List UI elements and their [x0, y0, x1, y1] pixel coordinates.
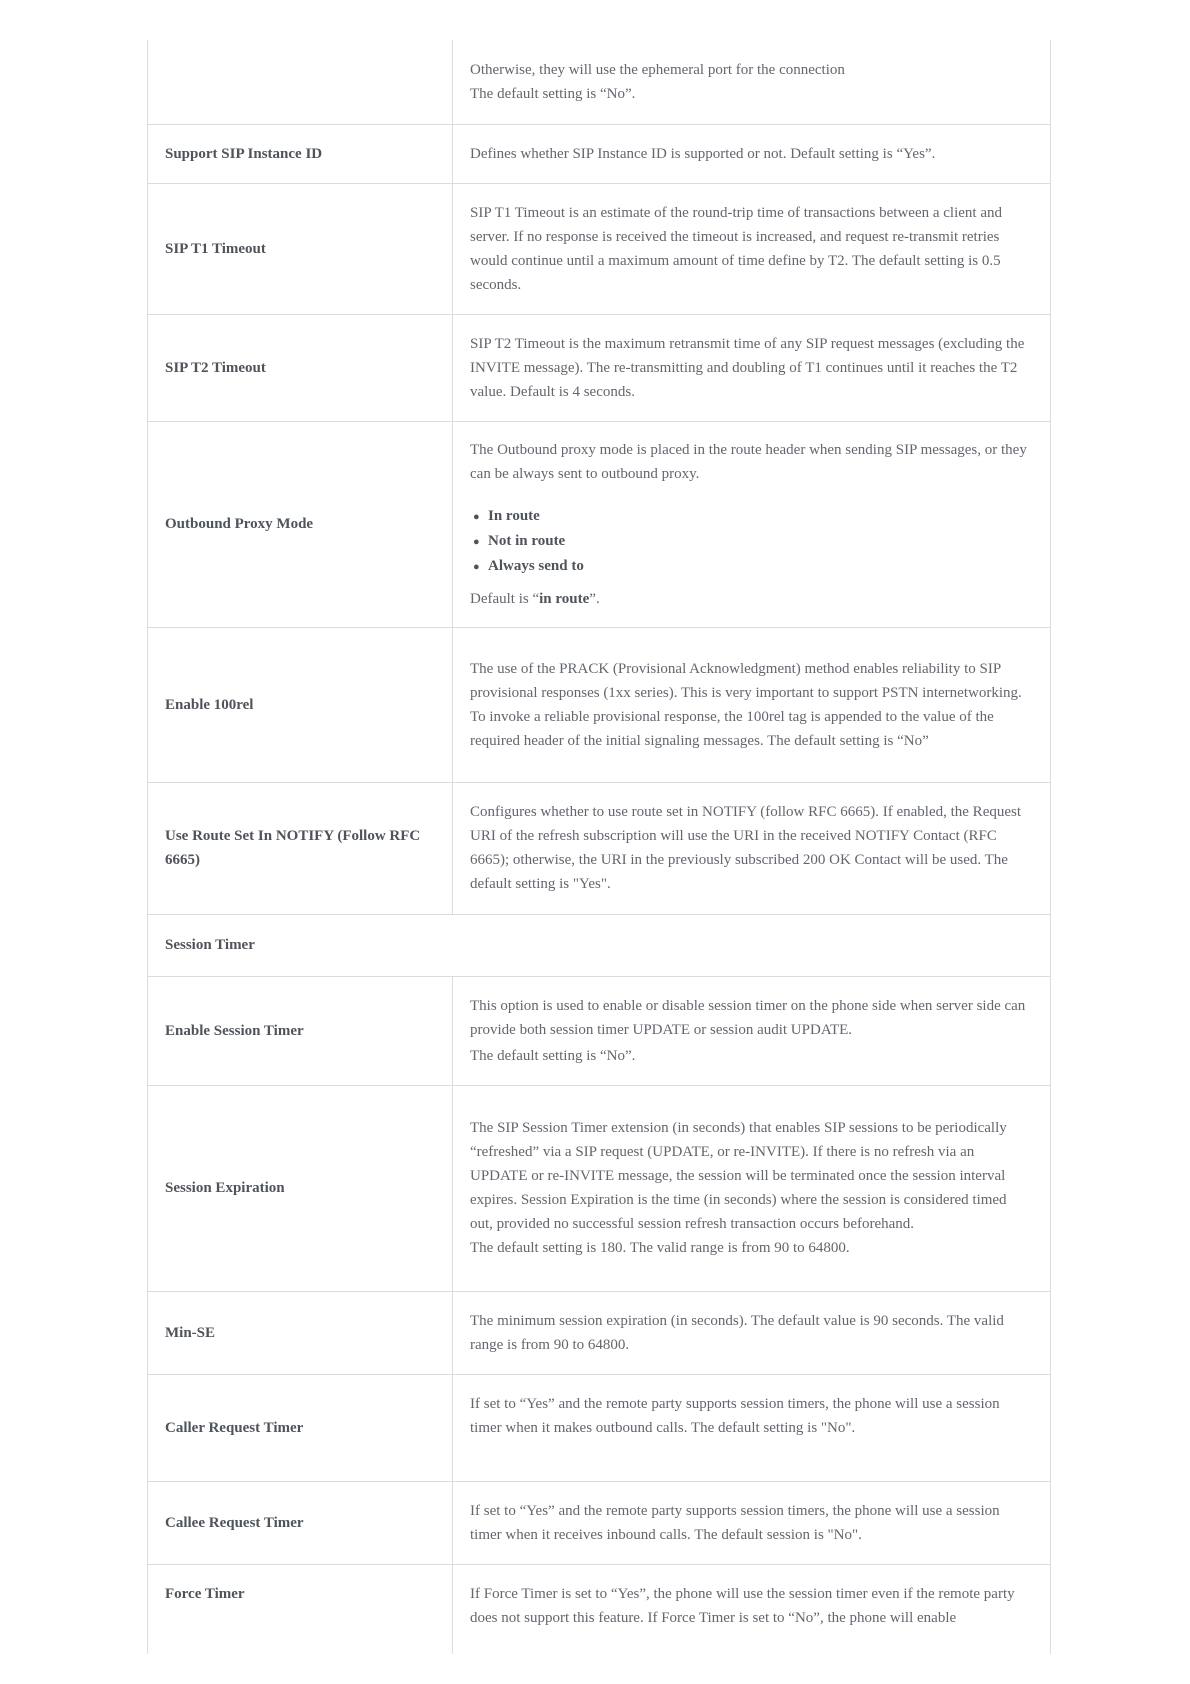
setting-description-cell	[453, 1085, 1051, 1291]
description-line: The SIP Session Timer extension (in seconds) that enables SIP sessions to be periodically “refreshed” via a SIP request (UPDATE, or re-INVITE). If there is no refresh via an UPDATE or re-INVITE message, the session will be terminated once the session interval expires. Session Expiration is the time (in seconds) where the session is considered timed out, provided no successful session refresh transaction occurs beforehand.	[470, 1120, 1007, 1232]
description-line: Otherwise, they will use the ephemeral port for the connection	[470, 61, 845, 78]
default-suffix: ”.	[589, 590, 600, 607]
description-intro: The Outbound proxy mode is placed in the route header when sending SIP messages, or they can be always sent to outbound proxy.	[470, 441, 1027, 482]
description-line: The default setting is 180. The valid range is from 90 to 64800.	[470, 1240, 850, 1256]
bullet-icon: ●	[473, 560, 480, 573]
table-row	[148, 1374, 1051, 1481]
setting-name-sip-t2-timeout: SIP T2 Timeout	[148, 314, 453, 421]
table-row	[148, 421, 1051, 627]
setting-name-use-route-set-in-notify: Use Route Set In NOTIFY (Follow RFC 6665)	[148, 782, 453, 914]
table-row	[148, 40, 1051, 124]
setting-name-enable-session-timer: Enable Session Timer	[148, 976, 453, 1085]
setting-description-cell: If set to “Yes” and the remote party supports session timers, the phone will use a session timer when it makes outbound calls. The default setting is "No".	[453, 1374, 1051, 1481]
option-label: Always send to	[488, 557, 584, 574]
setting-description-cell: If set to “Yes” and the remote party supports session timers, the phone will use a session timer when it receives inbound calls. The default session is "No".	[453, 1481, 1051, 1564]
default-prefix: Default is “	[470, 590, 540, 607]
option-list	[470, 504, 1033, 579]
table-row	[148, 1564, 1051, 1654]
section-row	[148, 914, 1051, 976]
bullet-icon: ●	[473, 535, 480, 548]
setting-description-cell	[453, 421, 1051, 627]
sip-settings-table	[147, 40, 1051, 1654]
setting-description-cell: Defines whether SIP Instance ID is supported or not. Default setting is “Yes”.	[453, 124, 1051, 183]
description-line: The default setting is “No”.	[470, 1047, 636, 1064]
option-label: In route	[488, 507, 540, 524]
option-item	[473, 529, 1033, 554]
setting-description-cell: SIP T1 Timeout is an estimate of the round-trip time of transactions between a client and server. If no response is received the timeout is increased, and request re-transmit retries would continue until a maximum amount of time define by T2. The default setting is 0.5 seconds.	[453, 183, 1051, 314]
setting-name-callee-request-timer: Callee Request Timer	[148, 1481, 453, 1564]
setting-name-min-se: Min-SE	[148, 1291, 453, 1374]
setting-name-cell	[148, 40, 453, 124]
setting-name-enable-100rel: Enable 100rel	[148, 627, 453, 782]
setting-description-cell: SIP T2 Timeout is the maximum retransmit time of any SIP request messages (excluding the INVITE message). The re-transmitting and doubling of T1 continues until it reaches the T2 value. Default is 4 seconds.	[453, 314, 1051, 421]
setting-description-cell	[453, 40, 1051, 124]
table-row	[148, 1481, 1051, 1564]
setting-name-force-timer: Force Timer	[148, 1564, 453, 1654]
description-line: This option is used to enable or disable session timer on the phone side when server side can provide both session timer UPDATE or session audit UPDATE.	[470, 997, 1026, 1038]
default-value-line	[470, 587, 1033, 611]
table-row	[148, 183, 1051, 314]
table-row	[148, 627, 1051, 782]
setting-name-support-sip-instance-id: Support SIP Instance ID	[148, 124, 453, 183]
bullet-icon: ●	[473, 510, 480, 523]
table-row	[148, 1085, 1051, 1291]
default-value: in route	[539, 590, 590, 607]
table-row	[148, 1291, 1051, 1374]
table-row	[148, 314, 1051, 421]
description-line: The default setting is “No”.	[470, 85, 636, 102]
setting-description-cell: The use of the PRACK (Provisional Acknowledgment) method enables reliability to SIP provisional responses (1xx series). This is very important to support PSTN internetworking. To invoke a reliable provisional response, the 100rel tag is appended to the value of the required header of the initial signaling messages. The default setting is “No”	[453, 627, 1051, 782]
settings-document-page	[147, 40, 1051, 1654]
option-item	[473, 504, 1033, 529]
setting-name-session-expiration: Session Expiration	[148, 1085, 453, 1291]
setting-name-outbound-proxy-mode: Outbound Proxy Mode	[148, 421, 453, 627]
setting-name-caller-request-timer: Caller Request Timer	[148, 1374, 453, 1481]
setting-description-cell: The minimum session expiration (in seconds). The default value is 90 seconds. The valid range is from 90 to 64800.	[453, 1291, 1051, 1374]
option-label: Not in route	[488, 532, 566, 549]
table-row	[148, 976, 1051, 1085]
setting-description-cell: If Force Timer is set to “Yes”, the phone will use the session timer even if the remote party does not support this feature. If Force Timer is set to “No”, the phone will enable	[453, 1564, 1051, 1654]
setting-name-sip-t1-timeout: SIP T1 Timeout	[148, 183, 453, 314]
option-item	[473, 554, 1033, 579]
setting-description-cell	[453, 976, 1051, 1085]
table-row	[148, 124, 1051, 183]
table-row	[148, 782, 1051, 914]
setting-description-cell: Configures whether to use route set in NOTIFY (follow RFC 6665). If enabled, the Request URI of the refresh subscription will use the URI in the received NOTIFY Contact (RFC 6665); otherwise, the URI in the previously subscribed 200 OK Contact will be used. The default setting is "Yes".	[453, 782, 1051, 914]
section-heading-session-timer: Session Timer	[148, 914, 1051, 976]
